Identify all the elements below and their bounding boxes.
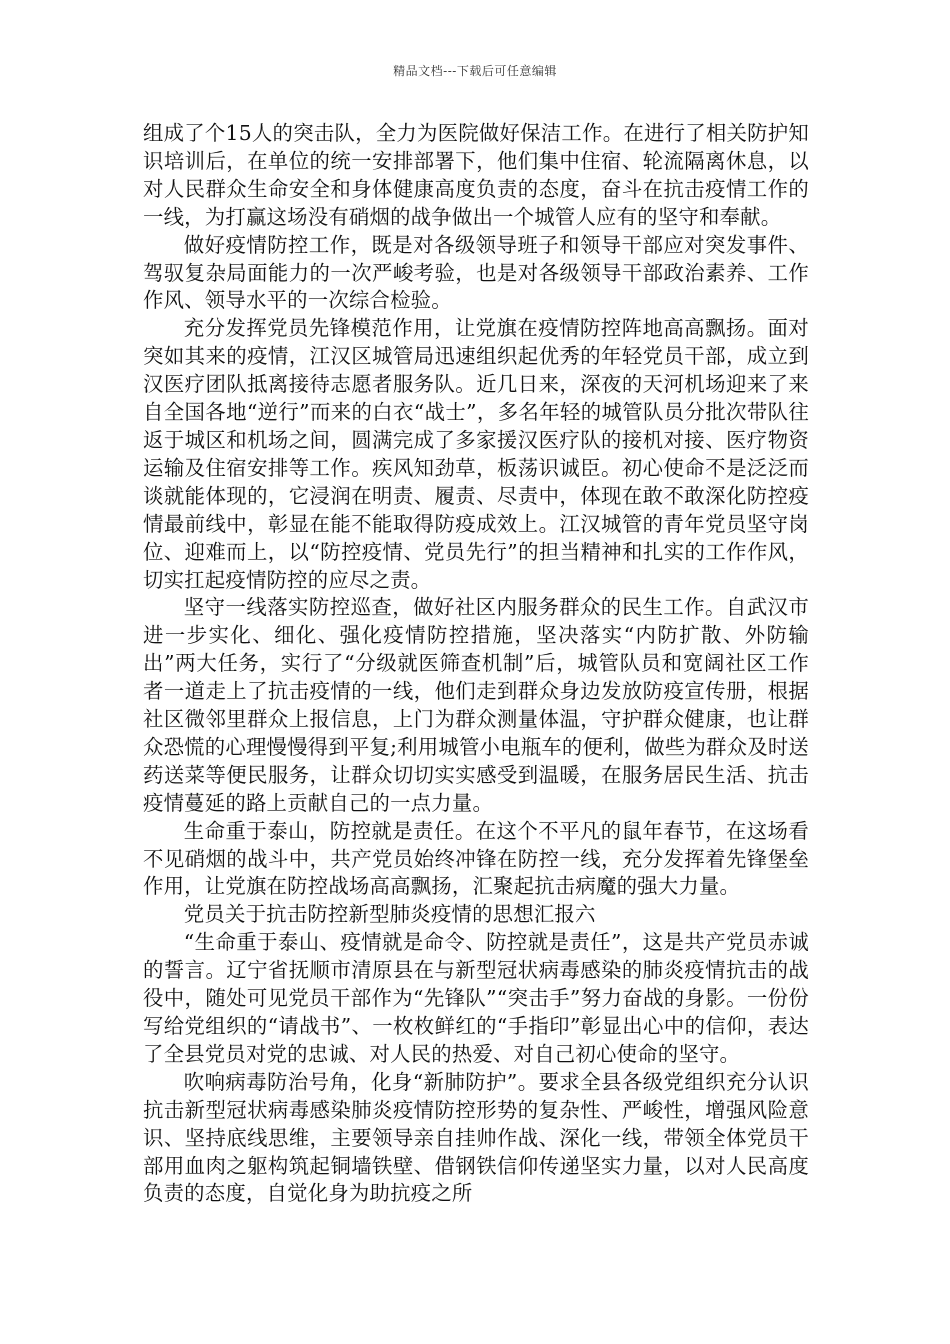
paragraph-1: 组成了个15人的突击队，全力为医院做好保洁工作。在进行了相关防护知识培训后，在单位的统一安排部署下，他们集中住宿、轮流隔离休息，以对人民群众生命安全和身体健康高度负责的态度，奋斗在抗击疫情工作的一线，为打赢这场没有硝烟的战争做出一个城管人应有的坚守和奉献。	[143, 121, 809, 229]
paragraph-2: 做好疫情防控工作，既是对各级领导班子和领导干部应对突发事件、驾驭复杂局面能力的一次严峻考验，也是对各级领导干部政治素养、工作作风、领导水平的一次综合检验。	[143, 232, 809, 313]
document-body	[143, 120, 809, 1208]
paragraph-7: 吹响病毒防治号角，化身“新肺防护”。要求全县各级党组织充分认识抗击新型冠状病毒感染肺炎疫情防控形势的复杂性、严峻性，增强风险意识、坚持底线思维，主要领导亲自挂帅作战、深化一线，带领全体党员干部用血肉之躯构筑起铜墙铁壁、借钢铁信仰传递坚实力量，以对人民高度负责的态度，自觉化身为助抗疫之所	[143, 1069, 809, 1206]
paragraph-6: “生命重于泰山、疫情就是命令、防控就是责任”，这是共产党员赤诚的誓言。辽宁省抚顺市清原县在与新型冠状病毒感染的肺炎疫情抗击的战役中，随处可见党员干部作为“先锋队”“突击手”努力奋战的身影。一份份写给党组织的“请战书”、一枚枚鲜红的“手指印”彰显出心中的信仰，表达了全县党员对党的忠诚、对人民的热爱、对自己初心使命的坚守。	[143, 930, 809, 1066]
paragraph-3: 充分发挥党员先锋模范作用，让党旗在疫情防控阵地高高飘扬。面对突如其来的疫情，江汉区城管局迅速组织起优秀的年轻党员干部，成立到汉医疗团队抵离接待志愿者服务队。近几日来，深夜的天河机场迎来了来自全国各地“逆行”而来的白衣“战士”，多名年轻的城管队员分批次带队往返于城区和机场之间，圆满完成了多家援汉医疗队的接机对接、医疗物资运输及住宿安排等工作。疾风知劲草，板荡识诚臣。初心使命不是泛泛而谈就能体现的，它浸润在明责、履责、尽责中，体现在敢不敢深化防控疫情最前线中，彰显在能不能取得防疫成效上。江汉城管的青年党员坚守岗位、迎难而上，以“防控疫情、党员先行”的担当精神和扎实的工作作风，切实扛起疫情防控的应尽之责。	[143, 316, 809, 592]
paragraph-5: 生命重于泰山，防控就是责任。在这个不平凡的鼠年春节，在这场看不见硝烟的战斗中，共产党员始终冲锋在防控一线，充分发挥着先锋堡垒作用，让党旗在防控战场高高飘扬，汇聚起抗击病魔的强大力量。	[143, 818, 809, 899]
section-heading: 党员关于抗击防控新型肺炎疫情的思想汇报六	[183, 902, 596, 927]
page-header: 精品文档---下载后可任意编辑	[393, 64, 557, 78]
paragraph-4: 坚守一线落实防控巡查，做好社区内服务群众的民生工作。自武汉市进一步实化、细化、强化疫情防控措施，坚决落实“内防扩散、外防输出”两大任务，实行了“分级就医筛查机制”后，城管队员和宽阔社区工作者一道走上了抗击疫情的一线，他们走到群众身边发放防疫宣传册，根据社区微邻里群众上报信息，上门为群众测量体温，守护群众健康，也让群众恐慌的心理慢慢得到平复;利用城管小电瓶车的便利，做些为群众及时送药送菜等便民服务，让群众切切实实感受到温暖，在服务居民生活、抗击疫情蔓延的路上贡献自己的一点力量。	[143, 595, 809, 815]
